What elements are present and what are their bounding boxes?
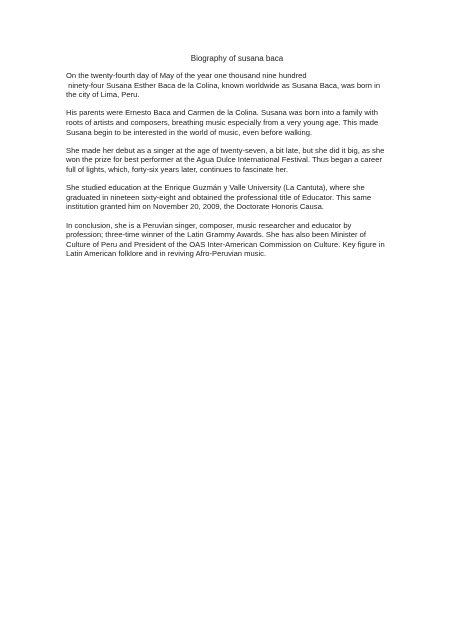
text-line: His parents were Ernesto Baca and Carmen de la Colina. Susana was born into a family with [66, 108, 378, 118]
text-line: graduated in nineteen sixty-eight and obtained the professional title of Educator. This same [66, 192, 372, 202]
paragraph-conclusion [66, 221, 414, 259]
paragraph-family [66, 108, 414, 137]
text-line: won the prize for best performer at the Agua Dulce International Festival. Thus began a career [66, 155, 383, 165]
document-body [66, 71, 414, 267]
text-line: roots of artists and composers, breathing music especially from a very young age. This made [66, 117, 379, 127]
text-line: On the twenty-fourth day of May of the year one thousand nine hundred [66, 71, 307, 80]
text-line: the city of Lima, Peru. [66, 90, 140, 100]
text-line: Susana begin to be interested in the world of music, even before walking. [66, 127, 313, 137]
text-line: In conclusion, she is a Peruvian singer, composer, music researcher and educator by [66, 220, 352, 230]
document-title: Biography of susana baca [190, 54, 284, 63]
text-line: institution granted him on November 20, 2009, the Doctorate Honoris Causa. [66, 202, 324, 212]
paragraph-debut [66, 146, 414, 175]
text-line: Culture of Peru and President of the OAS Inter-American Commission on Culture. Key figure in [66, 239, 385, 249]
text-line: Latin American folklore and in reviving Afro-Peruvian music. [66, 249, 267, 259]
text-line: ninety-four Susana Esther Baca de la Colina, known worldwide as Susana Baca, was born in [66, 80, 381, 90]
paragraph-birth [66, 71, 414, 100]
text-line: She studied education at the Enrique Guzmán y Valle University (La Cantuta), where she [66, 183, 365, 193]
text-line: profession; three-time winner of the Latin Grammy Awards. She has also been Minister of [66, 230, 366, 240]
text-line: full of lights, which, forty-six years later, continues to fascinate her. [66, 164, 289, 174]
text-line: She made her debut as a singer at the age of twenty-seven, a bit late, but she did it big, as she [66, 145, 385, 155]
paragraph-education [66, 183, 414, 212]
